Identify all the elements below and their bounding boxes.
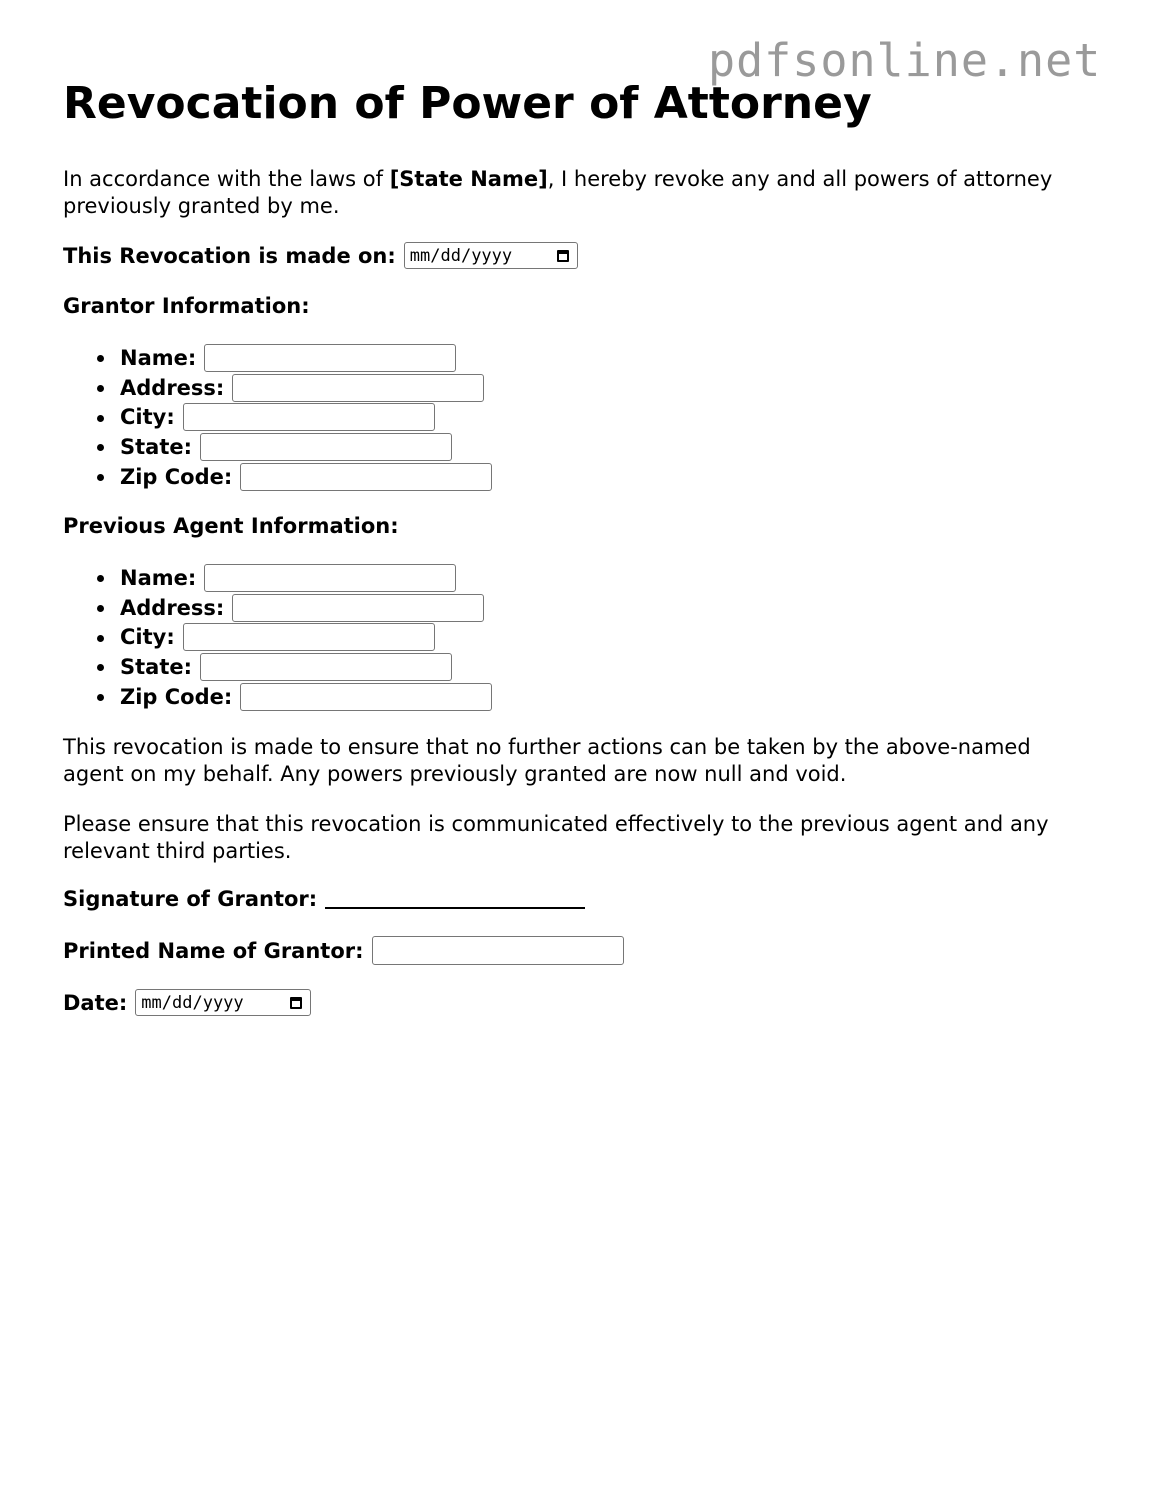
grantor-zip-input[interactable] bbox=[240, 463, 492, 491]
final-date-input[interactable] bbox=[135, 989, 311, 1016]
grantor-state-label: State: bbox=[120, 435, 193, 460]
calendar-icon[interactable] bbox=[290, 997, 302, 1009]
agent-name-label: Name: bbox=[120, 565, 197, 590]
bullet-icon bbox=[97, 415, 104, 422]
revocation-purpose-paragraph: This revocation is made to ensure that no further actions can be taken by the above-named agent on my behalf. Any powers previously granted are now null and void. bbox=[63, 735, 1031, 786]
bullet-icon bbox=[97, 355, 104, 362]
agent-city-item bbox=[63, 623, 492, 653]
revocation-date-placeholder: mm/dd/yyyy bbox=[409, 245, 513, 266]
bullet-icon bbox=[97, 385, 104, 392]
grantor-zip-label: Zip Code: bbox=[120, 464, 233, 489]
agent-zip-item bbox=[63, 682, 492, 712]
signature-label: Signature of Grantor: bbox=[63, 887, 318, 911]
agent-fields-list bbox=[63, 563, 492, 712]
bullet-icon bbox=[97, 605, 104, 612]
calendar-icon[interactable] bbox=[557, 250, 569, 262]
agent-name-item bbox=[63, 563, 492, 593]
revocation-date-row bbox=[63, 242, 578, 269]
grantor-city-input[interactable] bbox=[183, 403, 435, 431]
bullet-icon bbox=[97, 474, 104, 481]
revocation-date-input[interactable] bbox=[404, 242, 578, 269]
agent-state-item bbox=[63, 652, 492, 682]
bullet-icon bbox=[97, 694, 104, 701]
final-date-placeholder: mm/dd/yyyy bbox=[141, 992, 244, 1013]
intro-paragraph bbox=[63, 166, 1093, 220]
intro-prefix: In accordance with the laws of bbox=[63, 167, 390, 191]
state-name-placeholder: [State Name] bbox=[389, 167, 548, 191]
grantor-section-heading: Grantor Information: bbox=[63, 294, 310, 318]
printed-name-input[interactable] bbox=[372, 936, 624, 965]
agent-address-input[interactable] bbox=[232, 594, 484, 622]
agent-zip-label: Zip Code: bbox=[120, 684, 233, 709]
bullet-icon bbox=[97, 664, 104, 671]
agent-address-item bbox=[63, 593, 492, 623]
agent-city-label: City: bbox=[120, 625, 175, 650]
bullet-icon bbox=[97, 635, 104, 642]
final-date-label: Date: bbox=[63, 990, 128, 1015]
bullet-icon bbox=[97, 444, 104, 451]
watermark-text: pdfsonline.net bbox=[708, 34, 1102, 87]
grantor-name-input[interactable] bbox=[204, 344, 456, 372]
agent-state-input[interactable] bbox=[200, 653, 452, 681]
agent-name-input[interactable] bbox=[204, 564, 456, 592]
grantor-city-item bbox=[63, 403, 492, 433]
final-date-row bbox=[63, 989, 311, 1016]
page-title: Revocation of Power of Attorney bbox=[63, 78, 872, 129]
agent-zip-input[interactable] bbox=[240, 683, 492, 711]
grantor-address-label: Address: bbox=[120, 375, 225, 400]
agent-section-heading: Previous Agent Information: bbox=[63, 514, 399, 538]
grantor-name-label: Name: bbox=[120, 345, 197, 370]
grantor-address-item bbox=[63, 373, 492, 403]
grantor-city-label: City: bbox=[120, 405, 175, 430]
revocation-date-label: This Revocation is made on: bbox=[63, 243, 396, 268]
grantor-name-item bbox=[63, 343, 492, 373]
grantor-address-input[interactable] bbox=[232, 374, 484, 402]
grantor-fields-list bbox=[63, 343, 492, 492]
printed-name-label: Printed Name of Grantor: bbox=[63, 938, 364, 963]
printed-name-row bbox=[63, 936, 624, 965]
grantor-state-input[interactable] bbox=[200, 433, 452, 461]
communication-paragraph: Please ensure that this revocation is communicated effectively to the previous agent and any relevant third parties. bbox=[63, 812, 1049, 863]
bullet-icon bbox=[97, 575, 104, 582]
grantor-zip-item bbox=[63, 462, 492, 492]
agent-city-input[interactable] bbox=[183, 623, 435, 651]
signature-line bbox=[325, 885, 585, 909]
grantor-state-item bbox=[63, 432, 492, 462]
signature-row bbox=[63, 887, 585, 911]
intro-suffix: , I hereby revoke any and all powers of attorney previously granted by me. bbox=[63, 167, 1053, 218]
agent-state-label: State: bbox=[120, 655, 193, 680]
agent-address-label: Address: bbox=[120, 595, 225, 620]
